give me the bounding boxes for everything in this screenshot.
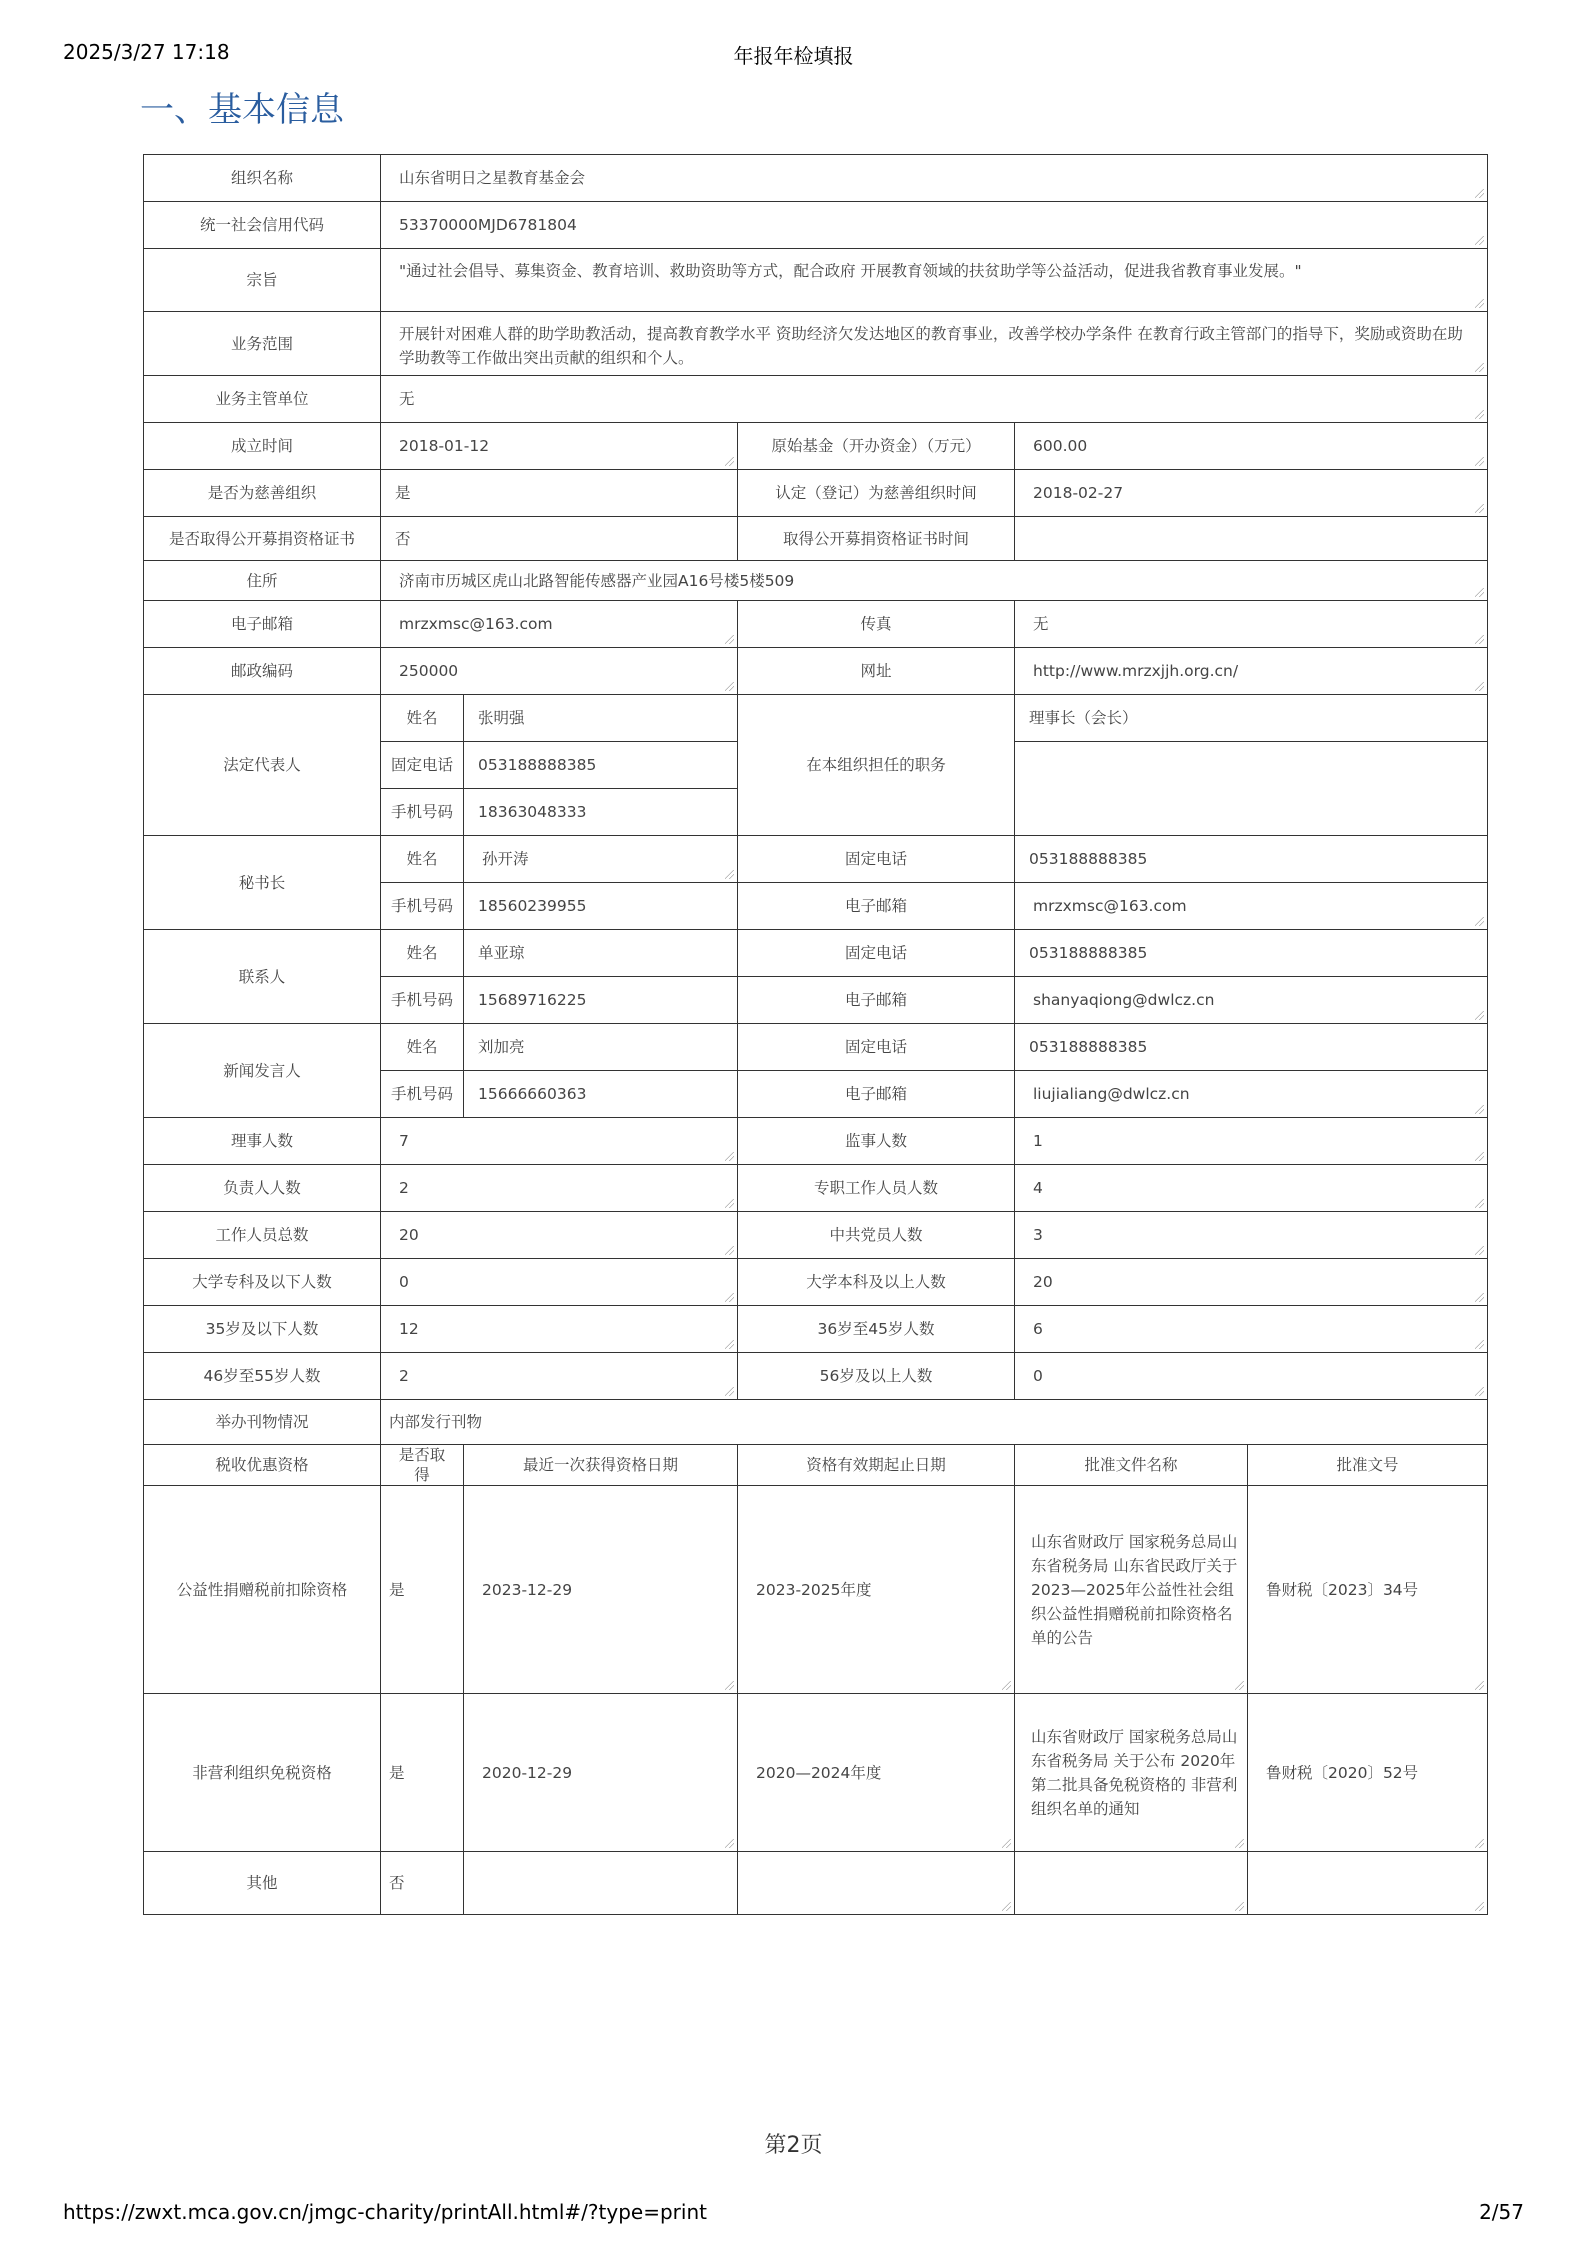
contact-email-field[interactable]: mrzxmsc@163.com	[1015, 883, 1488, 930]
legal-rep-position-extra	[1015, 742, 1488, 836]
stat-label: 工作人员总数	[144, 1212, 381, 1259]
stat-label: 大学本科及以上人数	[738, 1259, 1015, 1306]
postcode-label: 邮政编码	[144, 648, 381, 695]
contact-phone-label: 固定电话	[738, 836, 1015, 883]
stat-label: 36岁至45岁人数	[738, 1306, 1015, 1353]
legal-rep-name-field[interactable]: 张明强	[464, 695, 738, 742]
credit-code-label: 统一社会信用代码	[144, 202, 381, 249]
contact-email-label: 电子邮箱	[738, 977, 1015, 1024]
stat-label: 大学专科及以下人数	[144, 1259, 381, 1306]
tax-doc-name-field[interactable]: 山东省财政厅 国家税务总局山东省税务局 山东省民政厅关于2023—2025年公益性社会组织公益性捐赠税前扣除资格名单的公告	[1015, 1486, 1248, 1694]
tax-header-cell: 是否取得	[381, 1445, 464, 1486]
tax-obtained: 否	[381, 1852, 464, 1915]
legal-rep-mobile-field[interactable]: 18363048333	[464, 789, 738, 836]
contact-phone-label: 固定电话	[738, 1024, 1015, 1071]
publication-value: 内部发行刊物	[381, 1400, 1488, 1445]
stat-field[interactable]: 2	[381, 1165, 738, 1212]
legal-rep-mobile-label: 手机号码	[381, 789, 464, 836]
print-header	[63, 40, 1524, 70]
contact-name-field[interactable]: 孙开涛	[464, 836, 738, 883]
fundraising-value: 否	[381, 517, 738, 561]
fundraising-date-label: 取得公开募捐资格证书时间	[738, 517, 1015, 561]
founded-label: 成立时间	[144, 423, 381, 470]
table-row	[144, 1486, 1488, 1694]
credit-code-field[interactable]: 53370000MJD6781804	[381, 202, 1488, 249]
stat-label: 56岁及以上人数	[738, 1353, 1015, 1400]
legal-rep-position-field[interactable]: 理事长（会长）	[1015, 695, 1488, 742]
stat-label: 理事人数	[144, 1118, 381, 1165]
legal-rep-name-label: 姓名	[381, 695, 464, 742]
legal-rep-phone-field[interactable]: 053188888385	[464, 742, 738, 789]
org-name-field[interactable]: 山东省明日之星教育基金会	[381, 155, 1488, 202]
stat-field[interactable]: 1	[1015, 1118, 1488, 1165]
contact-mobile-label: 手机号码	[381, 977, 464, 1024]
contact-label: 新闻发言人	[144, 1024, 381, 1118]
legal-rep-label: 法定代表人	[144, 695, 381, 836]
email-label: 电子邮箱	[144, 601, 381, 648]
scope-field[interactable]: 开展针对困难人群的助学助教活动，提高教育教学水平 资助经济欠发达地区的教育事业，改善学校办学条件 在教育行政主管部门的指导下，奖励或资助在助学助教等工作做出突出贡献的组织和个人。	[381, 312, 1488, 376]
stat-field[interactable]: 4	[1015, 1165, 1488, 1212]
website-label: 网址	[738, 648, 1015, 695]
fund-label: 原始基金（开办资金）（万元）	[738, 423, 1015, 470]
contact-mobile-label: 手机号码	[381, 883, 464, 930]
stat-label: 46岁至55岁人数	[144, 1353, 381, 1400]
stat-field[interactable]: 0	[1015, 1353, 1488, 1400]
supervisor-label: 业务主管单位	[144, 376, 381, 423]
fax-field[interactable]: 无	[1015, 601, 1488, 648]
tax-doc-name-field[interactable]	[1015, 1852, 1248, 1915]
stat-field[interactable]: 20	[381, 1212, 738, 1259]
tax-date-field[interactable]: 2023-12-29	[464, 1486, 738, 1694]
stat-field[interactable]: 20	[1015, 1259, 1488, 1306]
charity-date-field[interactable]: 2018-02-27	[1015, 470, 1488, 517]
legal-rep-phone-label: 固定电话	[381, 742, 464, 789]
stat-label: 专职工作人员人数	[738, 1165, 1015, 1212]
stat-field[interactable]: 6	[1015, 1306, 1488, 1353]
tax-header-cell: 批准文号	[1248, 1445, 1488, 1486]
fundraising-label: 是否取得公开募捐资格证书	[144, 517, 381, 561]
fax-label: 传真	[738, 601, 1015, 648]
tax-obtained: 是	[381, 1486, 464, 1694]
stat-field[interactable]: 2	[381, 1353, 738, 1400]
tax-obtained: 是	[381, 1694, 464, 1852]
stat-field[interactable]: 3	[1015, 1212, 1488, 1259]
scope-label: 业务范围	[144, 312, 381, 376]
tax-date-field[interactable]	[464, 1852, 738, 1915]
stat-label: 监事人数	[738, 1118, 1015, 1165]
section-title: 一、基本信息	[140, 90, 344, 130]
tax-doc-name-field[interactable]: 山东省财政厅 国家税务总局山东省税务局 关于公布 2020年第二批具备免税资格的 非营利组织名单的通知	[1015, 1694, 1248, 1852]
stat-field[interactable]: 12	[381, 1306, 738, 1353]
page-number: 第2页	[764, 2133, 823, 2158]
contact-email-field[interactable]: shanyaqiong@dwlcz.cn	[1015, 977, 1488, 1024]
purpose-label: 宗旨	[144, 249, 381, 312]
basic-info-table	[143, 154, 1488, 1915]
page-count: 2/57	[1479, 2200, 1524, 2224]
tax-header-cell: 税收优惠资格	[144, 1445, 381, 1486]
website-field[interactable]: http://www.mrzxjjh.org.cn/	[1015, 648, 1488, 695]
tax-doc-no-field[interactable]: 鲁财税〔2020〕52号	[1248, 1694, 1488, 1852]
contact-name-label: 姓名	[381, 836, 464, 883]
tax-period-field[interactable]	[738, 1852, 1015, 1915]
fund-field[interactable]: 600.00	[1015, 423, 1488, 470]
table-row	[144, 1852, 1488, 1915]
stat-field[interactable]: 0	[381, 1259, 738, 1306]
stat-label: 35岁及以下人数	[144, 1306, 381, 1353]
contact-email-label: 电子邮箱	[738, 883, 1015, 930]
tax-period-field[interactable]: 2023-2025年度	[738, 1486, 1015, 1694]
contact-label: 联系人	[144, 930, 381, 1024]
founded-field[interactable]: 2018-01-12	[381, 423, 738, 470]
contact-name-field[interactable]: 单亚琼	[464, 930, 738, 977]
publication-label: 举办刊物情况	[144, 1400, 381, 1445]
stat-label: 负责人人数	[144, 1165, 381, 1212]
tax-doc-no-field[interactable]	[1248, 1852, 1488, 1915]
address-label: 住所	[144, 561, 381, 601]
contact-phone-label: 固定电话	[738, 930, 1015, 977]
tax-type: 公益性捐赠税前扣除资格	[144, 1486, 381, 1694]
page-url: https://zwxt.mca.gov.cn/jmgc-charity/printAll.html#/?type=print	[63, 2200, 707, 2224]
is-charity-label: 是否为慈善组织	[144, 470, 381, 517]
contact-phone-field[interactable]: 053188888385	[1015, 930, 1488, 977]
contact-mobile-field[interactable]: 15666660363	[464, 1071, 738, 1118]
print-datetime: 2025/3/27 17:18	[63, 40, 230, 64]
contact-email-field[interactable]: liujialiang@dwlcz.cn	[1015, 1071, 1488, 1118]
contact-name-field[interactable]: 刘加亮	[464, 1024, 738, 1071]
tax-date-field[interactable]: 2020-12-29	[464, 1694, 738, 1852]
stat-label: 中共党员人数	[738, 1212, 1015, 1259]
purpose-field[interactable]: "通过社会倡导、募集资金、教育培训、救助资助等方式，配合政府 开展教育领域的扶贫助学等公益活动，促进我省教育事业发展。"	[381, 249, 1488, 312]
tax-type: 其他	[144, 1852, 381, 1915]
table-row	[144, 1694, 1488, 1852]
tax-header-cell: 资格有效期起止日期	[738, 1445, 1015, 1486]
print-title: 年报年检填报	[733, 44, 854, 68]
postcode-field[interactable]: 250000	[381, 648, 738, 695]
contact-mobile-field[interactable]: 15689716225	[464, 977, 738, 1024]
tax-header-cell: 最近一次获得资格日期	[464, 1445, 738, 1486]
email-field[interactable]: mrzxmsc@163.com	[381, 601, 738, 648]
contact-phone-field[interactable]: 053188888385	[1015, 1024, 1488, 1071]
stat-field[interactable]: 7	[381, 1118, 738, 1165]
contact-email-label: 电子邮箱	[738, 1071, 1015, 1118]
fundraising-date-field[interactable]	[1015, 517, 1488, 561]
tax-doc-no-field[interactable]: 鲁财税〔2023〕34号	[1248, 1486, 1488, 1694]
tax-type: 非营利组织免税资格	[144, 1694, 381, 1852]
charity-date-label: 认定（登记）为慈善组织时间	[738, 470, 1015, 517]
contact-label: 秘书长	[144, 836, 381, 930]
supervisor-field[interactable]: 无	[381, 376, 1488, 423]
address-field[interactable]: 济南市历城区虎山北路智能传感器产业园A16号楼5楼509	[381, 561, 1488, 601]
contact-phone-field[interactable]: 053188888385	[1015, 836, 1488, 883]
legal-rep-position-label: 在本组织担任的职务	[738, 695, 1015, 836]
org-name-label: 组织名称	[144, 155, 381, 202]
contact-name-label: 姓名	[381, 1024, 464, 1071]
contact-mobile-label: 手机号码	[381, 1071, 464, 1118]
is-charity-value: 是	[381, 470, 738, 517]
contact-mobile-field[interactable]: 18560239955	[464, 883, 738, 930]
contact-name-label: 姓名	[381, 930, 464, 977]
tax-header-cell: 批准文件名称	[1015, 1445, 1248, 1486]
tax-period-field[interactable]: 2020—2024年度	[738, 1694, 1015, 1852]
